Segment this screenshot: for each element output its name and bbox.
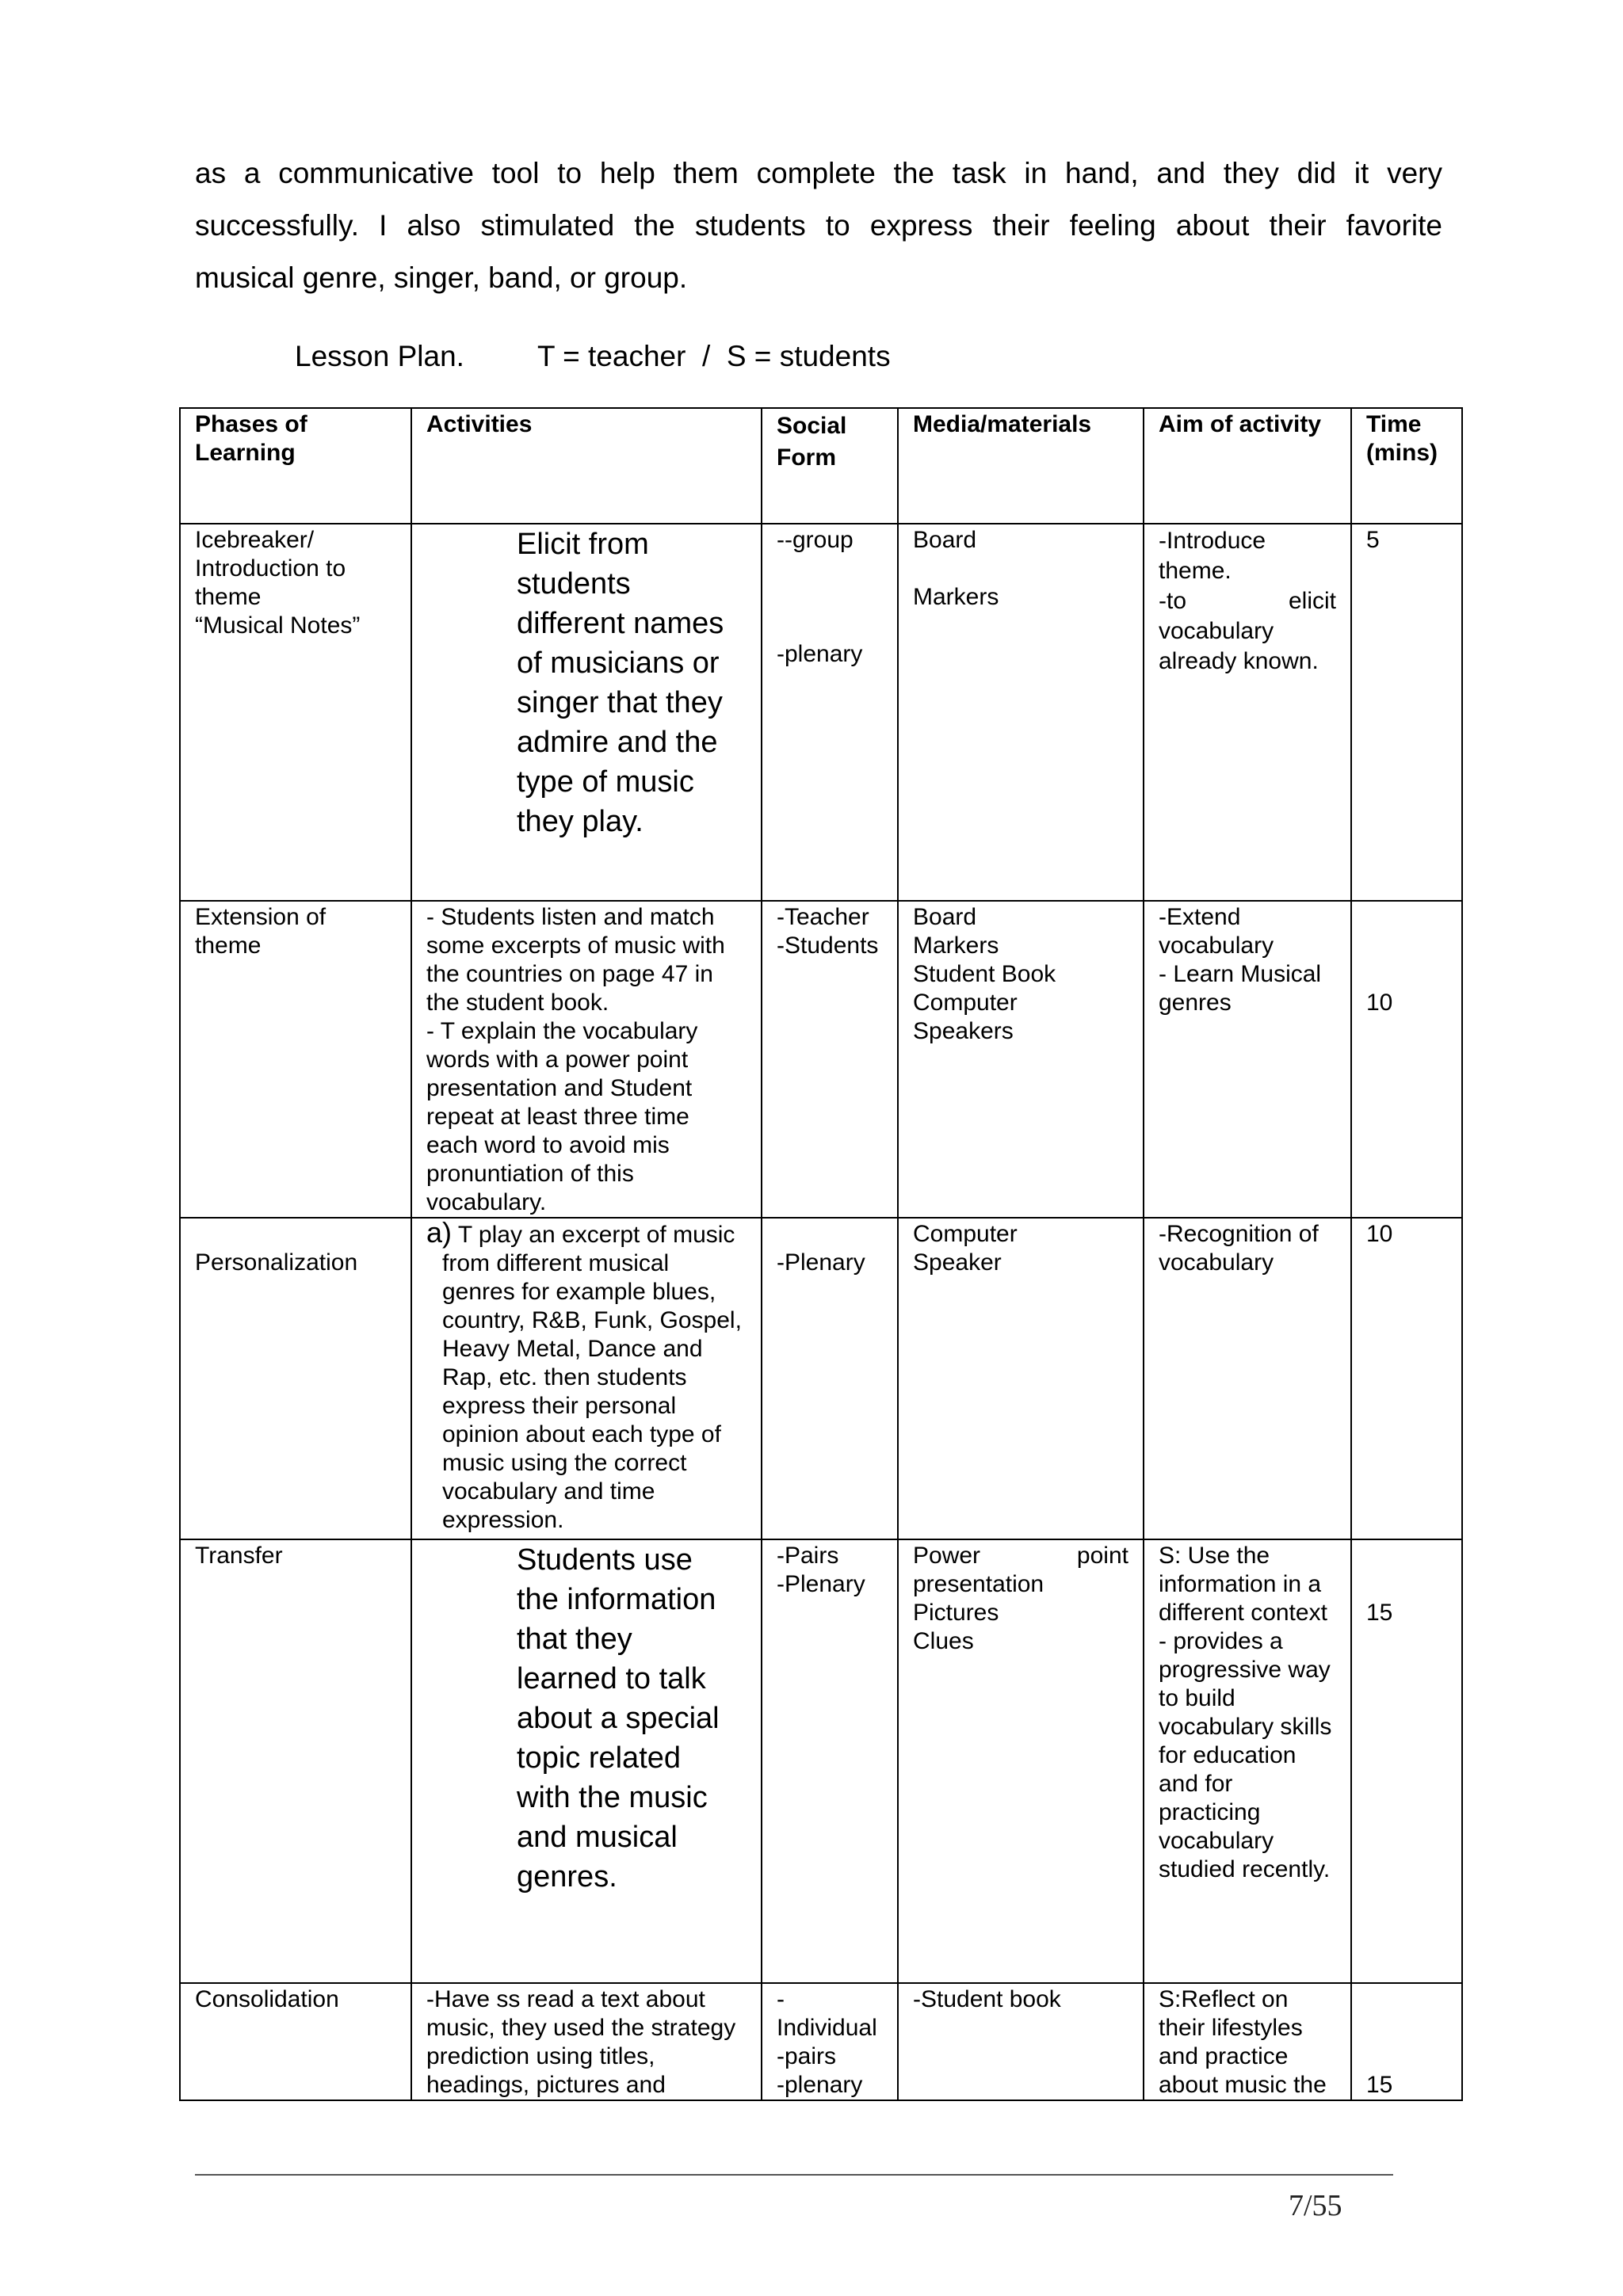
cell-activity: a) T play an excerpt of music from different musical genres for example blues, country, R&B, Funk, Gospel, Heavy Metal, Dance and Rap, etc. then students express their personal opinion about each type of music using the correct vocabulary and time expression. <box>411 1218 762 1539</box>
cell-social-form: -Plenary <box>762 1218 898 1539</box>
cell-media: -Student book <box>898 1983 1144 2100</box>
table-row <box>180 1218 1462 1539</box>
cell-time: 5 <box>1351 524 1462 901</box>
footer-divider <box>195 2174 1393 2176</box>
intro-paragraph <box>195 147 1442 304</box>
cell-media: Board Markers Student Book Computer Speakers <box>898 901 1144 1218</box>
header-activities: Activities <box>411 408 762 524</box>
table-row <box>180 901 1462 1218</box>
intro-line: successfully. I also stimulated the students to express their feeling about their favorite <box>195 209 1442 242</box>
lesson-plan-legend: T = teacher / S = students <box>537 340 891 372</box>
page-number: 7/55 <box>1289 2189 1342 2222</box>
cell-social-form: --group -plenary <box>762 524 898 901</box>
cell-time: 10 <box>1351 901 1462 1218</box>
cell-time: 10 <box>1351 1218 1462 1539</box>
cell-phase: Icebreaker/ Introduction to theme “Musical Notes” <box>180 524 411 901</box>
lesson-plan-title: Lesson Plan. <box>295 340 464 372</box>
table-row <box>180 1539 1462 1983</box>
table-row <box>180 1983 1462 2100</box>
cell-phase: Transfer <box>180 1539 411 1983</box>
cell-phase: Extension of theme <box>180 901 411 1218</box>
intro-line: musical genre, singer, band, or group. <box>195 261 688 294</box>
cell-aim: S:Reflect on their lifestyles and practice about music the <box>1144 1983 1351 2100</box>
cell-time: 15 <box>1351 1539 1462 1983</box>
header-phases: Phases of Learning <box>180 408 411 524</box>
header-social-form: Social Form <box>762 408 898 524</box>
cell-aim: -Extend vocabulary - Learn Musical genres <box>1144 901 1351 1218</box>
cell-time: 15 <box>1351 1983 1462 2100</box>
lesson-plan-heading <box>295 338 891 376</box>
list-marker: a) <box>426 1216 453 1249</box>
cell-social-form: - Individual -pairs -plenary <box>762 1983 898 2100</box>
lesson-plan-table <box>179 407 1463 2101</box>
cell-activity: -Have ss read a text about music, they used the strategy prediction using titles, headings, pictures and <box>411 1983 762 2100</box>
cell-media: Power point presentation Pictures Clues <box>898 1539 1144 1983</box>
cell-phase: Consolidation <box>180 1983 411 2100</box>
cell-media: Board Markers <box>898 524 1144 901</box>
cell-aim: -Introduce theme. -to elicit vocabulary already known. <box>1144 524 1351 901</box>
header-aim: Aim of activity <box>1144 408 1351 524</box>
cell-aim: S: Use the information in a different context - provides a progressive way to build vocabulary skills for education and for practicing vocabulary studied recently. <box>1144 1539 1351 1983</box>
cell-activity: - Students listen and match some excerpts of music with the countries on page 47 in the student book. - T explain the vocabulary words with a power point presentation and Student repeat at least three time each word to avoid mis pronuntiation of this vocabulary. <box>411 901 762 1218</box>
table-row <box>180 524 1462 901</box>
table-header-row <box>180 408 1462 524</box>
cell-phase: Personalization <box>180 1218 411 1539</box>
cell-aim: -Recognition of vocabulary <box>1144 1218 1351 1539</box>
header-media: Media/materials <box>898 408 1144 524</box>
cell-social-form: -Teacher -Students <box>762 901 898 1218</box>
header-time: Time (mins) <box>1351 408 1462 524</box>
cell-activity: Students use the information that they learned to talk about a special topic related with the music and musical genres. <box>411 1539 762 1983</box>
cell-media: Computer Speaker <box>898 1218 1144 1539</box>
cell-social-form: -Pairs -Plenary <box>762 1539 898 1983</box>
intro-line: as a communicative tool to help them complete the task in hand, and they did it very <box>195 157 1442 189</box>
cell-activity: Elicit from students different names of musicians or singer that they admire and the type of music they play. <box>411 524 762 901</box>
